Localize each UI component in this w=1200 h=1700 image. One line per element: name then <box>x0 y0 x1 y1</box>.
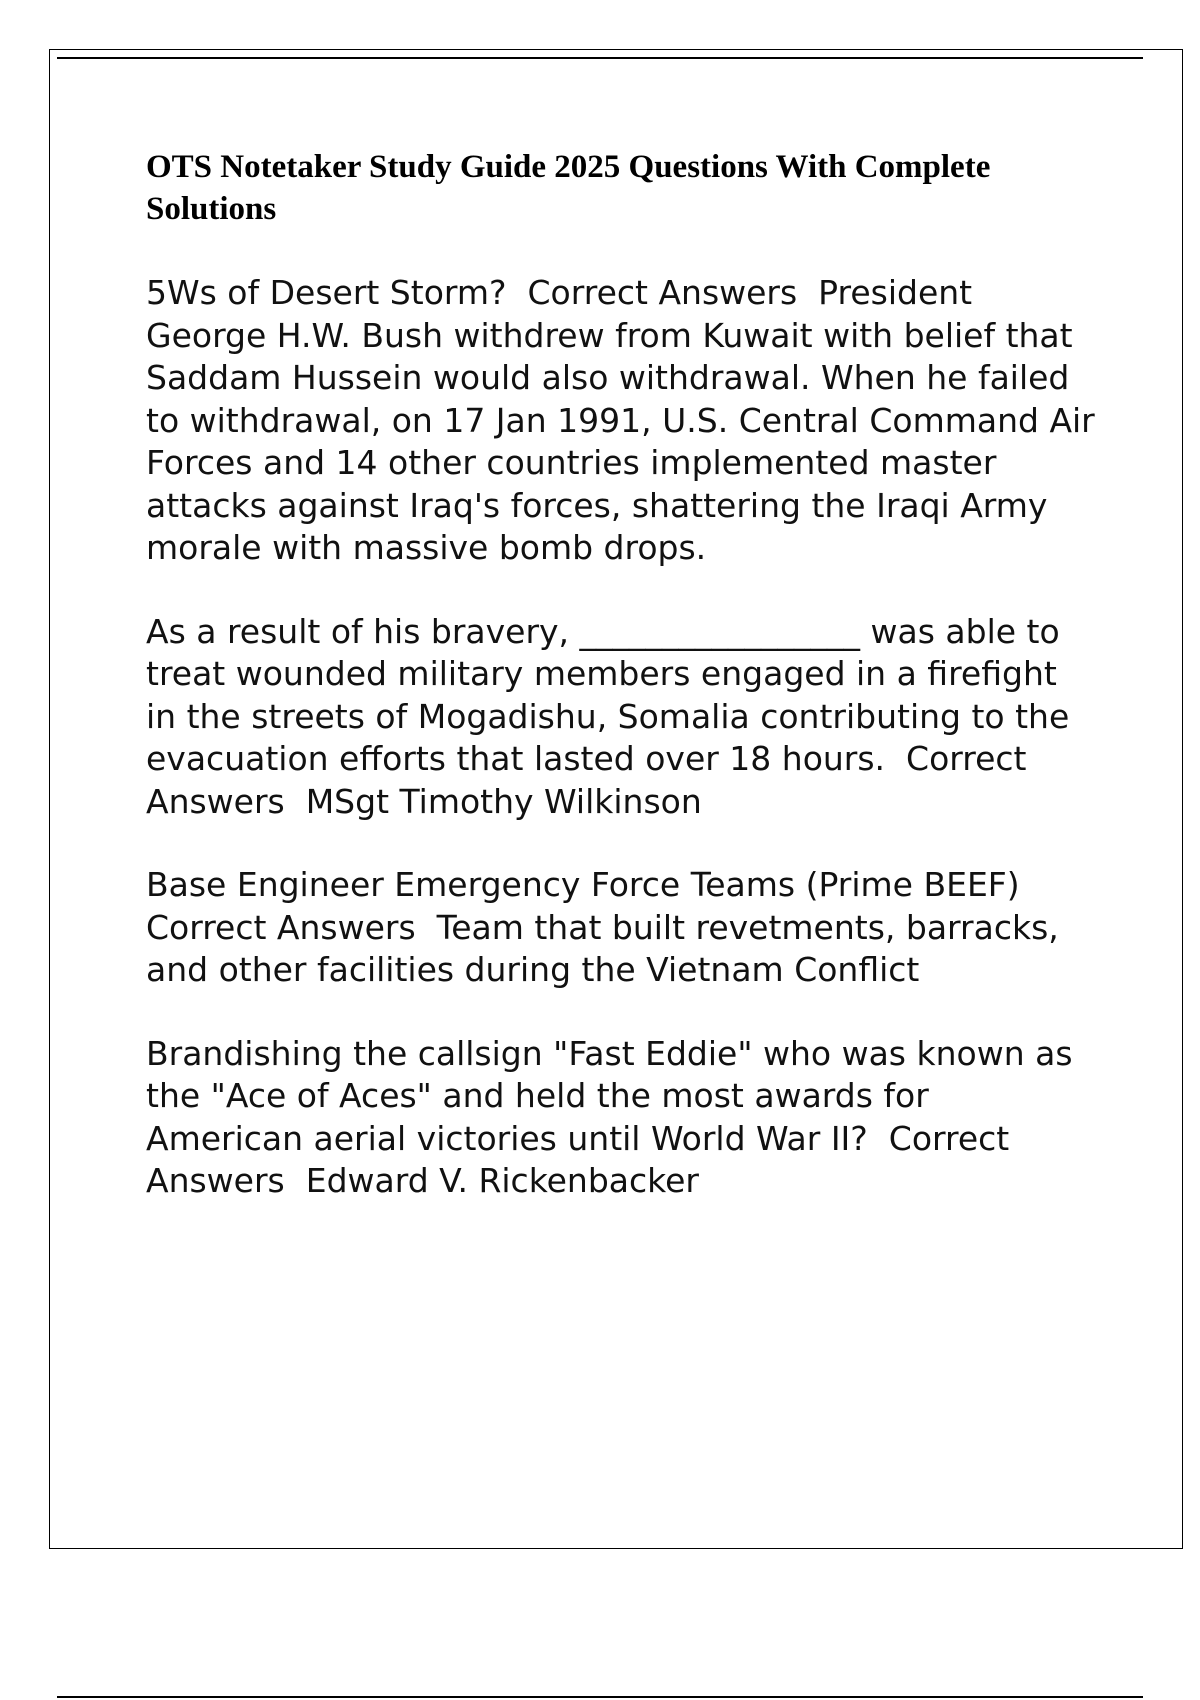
qa-entry-fast-eddie: Brandishing the callsign "Fast Eddie" who was known as the "Ace of Aces" and held the most awards for American aerial victories until World War II? Correct Answers Edward V. Rickenbacker <box>146 1033 1084 1200</box>
qa-entry-desert-storm: 5Ws of Desert Storm? Correct Answers President George H.W. Bush withdrew from Kuwait with belief that Saddam Hussein would also withdrawal. When he failed to withdrawal, on 17 Jan 1991, U.S. Central Command Air Forces and 14 other countries implemented master attacks against Iraq's forces, shattering the Iraqi Army morale with massive bomb drops. <box>146 273 1106 567</box>
qa-entry-mogadishu: As a result of his bravery, _________________ was able to treat wounded military members engaged in a firefight in the streets of Mogadishu, Somalia contributing to the evacuation efforts that lasted over 18 hours. Correct Answers MSgt Timothy Wilkinson <box>146 611 1080 821</box>
document-body <box>146 146 1106 1244</box>
qa-entry-prime-beef: Base Engineer Emergency Force Teams (Prime BEEF) Correct Answers Team that built revetments, barracks, and other facilities during the Vietnam Conflict <box>146 865 1070 989</box>
bottom-rule <box>57 1696 1143 1698</box>
document-title: OTS Notetaker Study Guide 2025 Questions With Complete Solutions <box>146 149 991 227</box>
top-rule <box>57 57 1143 59</box>
